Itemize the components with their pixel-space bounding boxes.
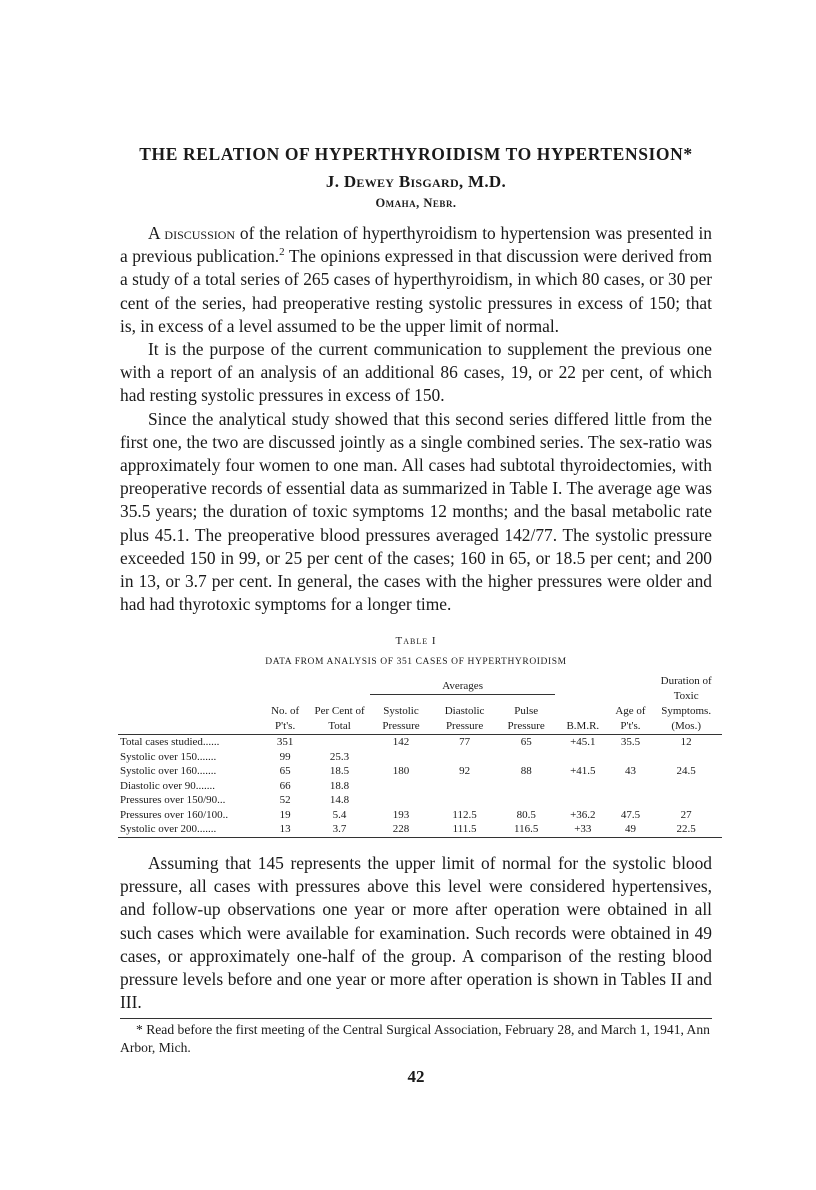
- table-row: [118, 793, 722, 808]
- cell-dia: 111.5: [452, 823, 477, 836]
- header-bmr: B.M.R.: [566, 720, 600, 733]
- cell-no: 351: [276, 736, 294, 749]
- header-spacer: [309, 674, 370, 694]
- header-systolic: Systolic Pressure: [382, 705, 420, 733]
- cell-sys: 193: [392, 808, 410, 821]
- paragraph-3: Since the analytical study showed that this second series differed little from the first one, the two are discussed jointly as a single combined series. The sex-ratio was approximately four women to one man. All cases had subtotal thyroidectomies, with preoperative records of essential data as summarized in Table I. The average age was 35.5 years; the duration of toxic symptoms 12 months; and the basal metabolic rate plus 45.1. The preoperative blood pressures averaged 142/77. The systolic pressure exceeded 150 in 99, or 25 per cent of the cases; 160 in 65, or 18.5 per cent; and 200 in 13, or 3.7 per cent. In general, the cases with the higher pressures were older and had had thyrotoxic symptoms for a longer time.: [120, 408, 712, 615]
- data-table: [118, 674, 722, 838]
- row-label: Diastolic over 90.......: [120, 779, 216, 792]
- cell-sys: [370, 793, 432, 808]
- paragraph-1: [120, 222, 712, 338]
- header-label: [118, 695, 261, 735]
- cell-age: [611, 750, 651, 765]
- cell-no: 52: [279, 794, 291, 807]
- header-averages: [370, 674, 555, 694]
- table-row: [118, 764, 722, 779]
- cell-bmr: +45.1: [570, 736, 596, 749]
- body-section-1: [120, 222, 712, 616]
- cell-no: 13: [279, 823, 291, 836]
- cell-sys: [370, 779, 432, 794]
- table-subcaption: DATA FROM ANALYSIS OF 351 CASES OF HYPERTHYROIDISM: [265, 657, 567, 668]
- cell-age: [611, 793, 651, 808]
- cell-pulse: [497, 779, 555, 794]
- table-caption: Table I: [395, 635, 437, 648]
- cell-sys: 180: [392, 765, 410, 778]
- cell-pct: [309, 735, 370, 750]
- cell-pct: 18.8: [329, 779, 350, 792]
- cell-pulse: 65: [520, 736, 532, 749]
- footnote-rule: [120, 1018, 712, 1019]
- cell-age: [611, 779, 651, 794]
- header-no-pts: No. of P't's.: [271, 705, 300, 733]
- table-row: [118, 822, 722, 837]
- cell-dur: 24.5: [676, 765, 696, 778]
- cell-bmr: [555, 793, 611, 808]
- paragraph-4: Assuming that 145 represents the upper limit of normal for the systolic blood pressure, all cases with pressures above this level were considered hypertensives, and follow-up observations one year or more after operation were obtained in all such cases which were available for examination. Such records were obtained in 49 cases, or approximately one-half of the group. A comparison of the resting blood pressure levels before and one year or more after operation is shown in Tables II and III.: [120, 852, 712, 1013]
- footnote: * Read before the first meeting of the Central Surgical Association, February 28, and March 1, 1941, Ann Arbor, Mich.: [120, 1022, 710, 1056]
- cell-dur: 12: [680, 736, 692, 749]
- row-label: Total cases studied......: [120, 736, 220, 749]
- cell-dia: [432, 793, 498, 808]
- cell-pulse: 80.5: [516, 808, 536, 821]
- author-location: Omaha, Nebr.: [375, 196, 457, 210]
- cell-pct: 18.5: [329, 765, 350, 778]
- row-label: Systolic over 200.......: [120, 823, 217, 836]
- cell-pulse: 88: [520, 765, 532, 778]
- cell-age: 49: [624, 823, 636, 836]
- cell-dia: 77: [459, 736, 471, 749]
- cell-pulse: 116.5: [514, 823, 539, 836]
- cell-sys: [370, 750, 432, 765]
- cell-no: 65: [279, 765, 291, 778]
- paragraph-1-text: of the relation of hyperthyroidism to hypertension was presented in a previous publication.: [120, 223, 712, 267]
- cell-dur: [650, 750, 722, 765]
- cell-bmr: +33: [574, 823, 592, 836]
- cell-bmr: +36.2: [570, 808, 596, 821]
- header-pulse: Pulse Pressure: [507, 705, 545, 733]
- cell-dur: [650, 793, 722, 808]
- cell-pulse: [497, 750, 555, 765]
- cell-age: 47.5: [620, 808, 641, 821]
- body-section-2: [120, 852, 712, 1014]
- cell-pct: 25.3: [329, 750, 350, 763]
- cell-pct: 14.8: [329, 794, 350, 807]
- cell-age: 35.5: [620, 736, 641, 749]
- reference-superscript: 2: [279, 246, 285, 259]
- article-title: THE RELATION OF HYPERTHYROIDISM TO HYPERTENSION*: [139, 144, 693, 164]
- cell-sys: 228: [392, 823, 410, 836]
- cell-pct: 3.7: [332, 823, 347, 836]
- cell-pct: 5.4: [332, 808, 347, 821]
- row-label: Systolic over 150.......: [120, 750, 217, 763]
- header-spacer: [611, 674, 651, 694]
- row-label: Pressures over 160/100..: [120, 808, 229, 821]
- cell-no: 19: [279, 808, 291, 821]
- cell-dur: 22.5: [676, 823, 696, 836]
- paragraph-2: It is the purpose of the current communication to supplement the previous one with a report of an analysis of an additional 86 cases, 19, or 22 per cent, of which had resting systolic pressures in excess of 150.: [120, 339, 712, 406]
- row-label: Pressures over 150/90...: [120, 794, 226, 807]
- cell-dia: 92: [459, 765, 471, 778]
- header-spacer: [261, 674, 309, 694]
- paragraph-lead: A discussion: [148, 223, 236, 243]
- cell-sys: 142: [392, 736, 410, 749]
- cell-dur: 27: [680, 808, 692, 821]
- cell-dur: [650, 779, 722, 794]
- header-per-cent: Per Cent of Total: [314, 705, 365, 733]
- header-duration: Duration of Toxic Symptoms. (Mos.): [660, 675, 712, 733]
- cell-bmr: [555, 779, 611, 794]
- cell-pulse: [497, 793, 555, 808]
- table-body: [118, 735, 722, 838]
- page-number: 42: [407, 1067, 425, 1087]
- page: [120, 142, 712, 1087]
- row-label: Systolic over 160.......: [120, 765, 217, 778]
- paragraph-1-tail: The opinions expressed in that discussion were derived from a study of a total series of 265 cases of hyperthyroidism, in which 80 cases, or 30 per cent of the series, had preoperative resting systolic pressures in excess of 150; that is, in excess of a level assumed to be the upper limit of normal.: [120, 246, 712, 336]
- averages-label: Averages: [442, 680, 483, 693]
- cell-dia: 112.5: [452, 808, 477, 821]
- cell-bmr: [555, 750, 611, 765]
- header-diastolic: Diastolic Pressure: [444, 705, 485, 733]
- cell-dia: [432, 750, 498, 765]
- table-row: [118, 808, 722, 823]
- cell-bmr: +41.5: [570, 765, 596, 778]
- table-row: [118, 735, 722, 750]
- cell-dia: [432, 779, 498, 794]
- header-spacer: [118, 674, 261, 694]
- cell-no: 66: [279, 779, 291, 792]
- cell-no: 99: [279, 750, 291, 763]
- table-row: [118, 779, 722, 794]
- header-spacer: [555, 674, 611, 694]
- table-row: [118, 750, 722, 765]
- header-age: Age of P't's.: [615, 705, 646, 733]
- author-name: J. Dewey Bisgard, M.D.: [325, 172, 507, 191]
- cell-age: 43: [624, 765, 636, 778]
